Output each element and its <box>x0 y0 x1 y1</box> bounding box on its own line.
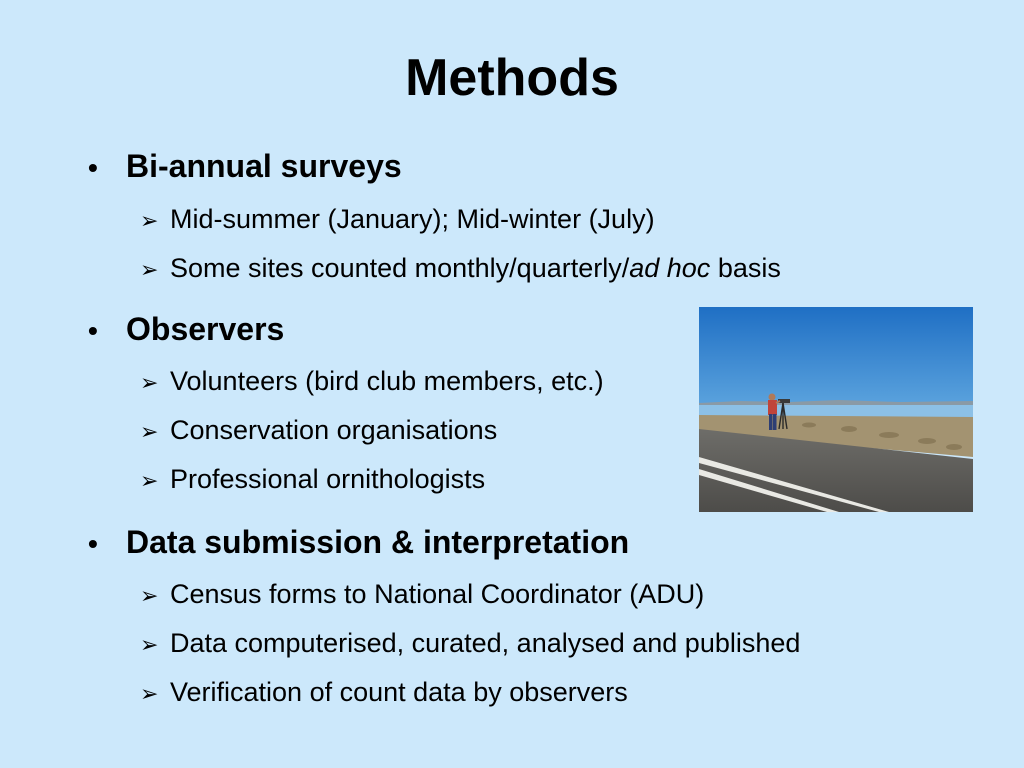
bullet-data-submission <box>88 522 629 564</box>
sub-item-text: Verification of count data by observers <box>170 677 628 707</box>
bullet-icon: • <box>88 315 98 346</box>
sub-item-text-italic: ad hoc <box>629 253 711 283</box>
arrow-bullet-icon: ➢ <box>140 370 159 395</box>
sub-item <box>140 577 704 613</box>
slide-title: Methods <box>405 49 619 107</box>
sub-item-text: Census forms to National Coordinator (ADU) <box>170 579 705 609</box>
sub-item-text: Data computerised, curated, analysed and published <box>170 628 801 658</box>
sub-item-text: Volunteers (bird club members, etc.) <box>170 366 604 396</box>
sky <box>699 307 973 405</box>
sub-item-text: Mid-summer (January); Mid-winter (July) <box>170 204 655 234</box>
sub-item-text: Professional ornithologists <box>170 464 486 494</box>
arrow-bullet-icon: ➢ <box>140 257 159 282</box>
observer-photo <box>699 307 973 512</box>
arrow-bullet-icon: ➢ <box>140 468 159 493</box>
bullet-icon: • <box>88 152 98 183</box>
arrow-bullet-icon: ➢ <box>140 583 159 608</box>
sub-item <box>140 413 497 449</box>
arrow-bullet-icon: ➢ <box>140 681 159 706</box>
bullet-bi-annual-surveys <box>88 146 402 188</box>
sub-item <box>140 251 781 287</box>
sub-item-text: Conservation organisations <box>170 415 498 445</box>
arrow-bullet-icon: ➢ <box>140 208 159 233</box>
sub-item-text-post: basis <box>710 253 781 283</box>
arrow-bullet-icon: ➢ <box>140 632 159 657</box>
bullet-icon: • <box>88 528 98 559</box>
arrow-bullet-icon: ➢ <box>140 419 159 444</box>
sub-item <box>140 675 628 711</box>
bullet-heading: Bi-annual surveys <box>126 148 402 184</box>
bullet-heading: Observers <box>126 311 285 347</box>
bullet-heading: Data submission & interpretation <box>126 524 630 560</box>
sub-item <box>140 202 655 238</box>
sub-item <box>140 364 604 400</box>
observer-photo-illustration <box>699 307 973 512</box>
sub-item <box>140 462 485 498</box>
bullet-observers <box>88 309 284 351</box>
sub-item <box>140 626 800 662</box>
sub-item-text-pre: Some sites counted monthly/quarterly/ <box>170 253 630 283</box>
